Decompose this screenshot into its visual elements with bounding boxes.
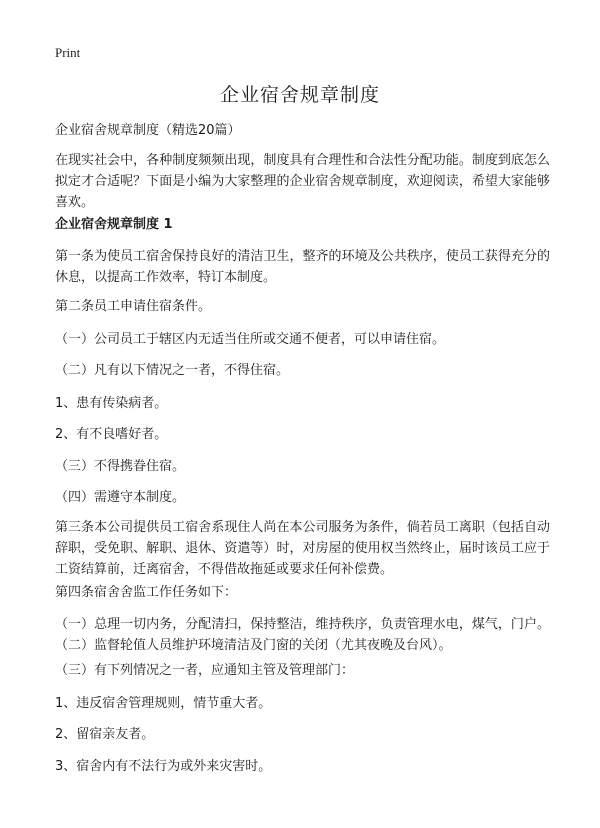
paragraph: 2、有不良嗜好者。 bbox=[55, 427, 168, 442]
paragraph: （二）凡有以下情况之一者，不得住宿。 bbox=[55, 363, 290, 378]
paragraph: （一）公司员工于辖区内无适当住所或交通不便者，可以申请住宿。 bbox=[55, 332, 446, 347]
paragraph: 1、违反宿舍管理规则，情节重大者。 bbox=[55, 696, 272, 711]
intro-paragraph: 在现实社会中，各种制度频频出现，制度具有合理性和合法性分配功能。制度到底怎么拟定才合适呢？下面是小编为大家整理的企业宿舍规章制度，欢迎阅读，希望大家能够喜欢。 bbox=[55, 153, 550, 210]
paragraph: （一）总理一切内务，分配清扫，保持整洁，维持秩序，负责管理水电，煤气，门户。（二）监督轮值人员维护环境清洁及门窗的关闭（尤其夜晚及台风）。 bbox=[55, 617, 550, 653]
paragraph: 2、留宿亲友者。 bbox=[55, 727, 155, 742]
page-title: 企业宿舍规章制度 bbox=[219, 84, 380, 106]
paragraph: 3、宿舍内有不法行为或外来灾害时。 bbox=[55, 759, 272, 774]
paragraph: （三）有下列情况之一者，应通知主管及管理部门： bbox=[55, 663, 355, 678]
print-link[interactable]: Print bbox=[55, 45, 81, 60]
paragraph: 第四条宿舍舍监工作任务如下： bbox=[55, 585, 238, 600]
paragraph: （四）需遵守本制度。 bbox=[55, 490, 186, 505]
subtitle: 企业宿舍规章制度（精选20篇） bbox=[55, 123, 241, 138]
paragraph: 1、患有传染病者。 bbox=[55, 396, 168, 411]
section-heading: 企业宿舍规章制度 1 bbox=[55, 217, 173, 232]
paragraph: 第二条员工申请住宿条件。 bbox=[55, 299, 212, 314]
paragraph: （三）不得携眷住宿。 bbox=[55, 459, 186, 474]
paragraph: 第三条本公司提供员工宿舍系现住人尚在本公司服务为条件，倘若员工离职（包括自动辞职，受免职、解职、退休、资遣等）时，对房屋的使用权当然终止，届时该员工应于工资结算前，迁离宿舍，不得借故拖延或要求任何补偿费。 bbox=[55, 520, 550, 577]
paragraph: 第一条为使员工宿舍保持良好的清洁卫生，整齐的环境及公共秩序，使员工获得充分的休息，以提高工作效率，特订本制度。 bbox=[55, 249, 550, 285]
